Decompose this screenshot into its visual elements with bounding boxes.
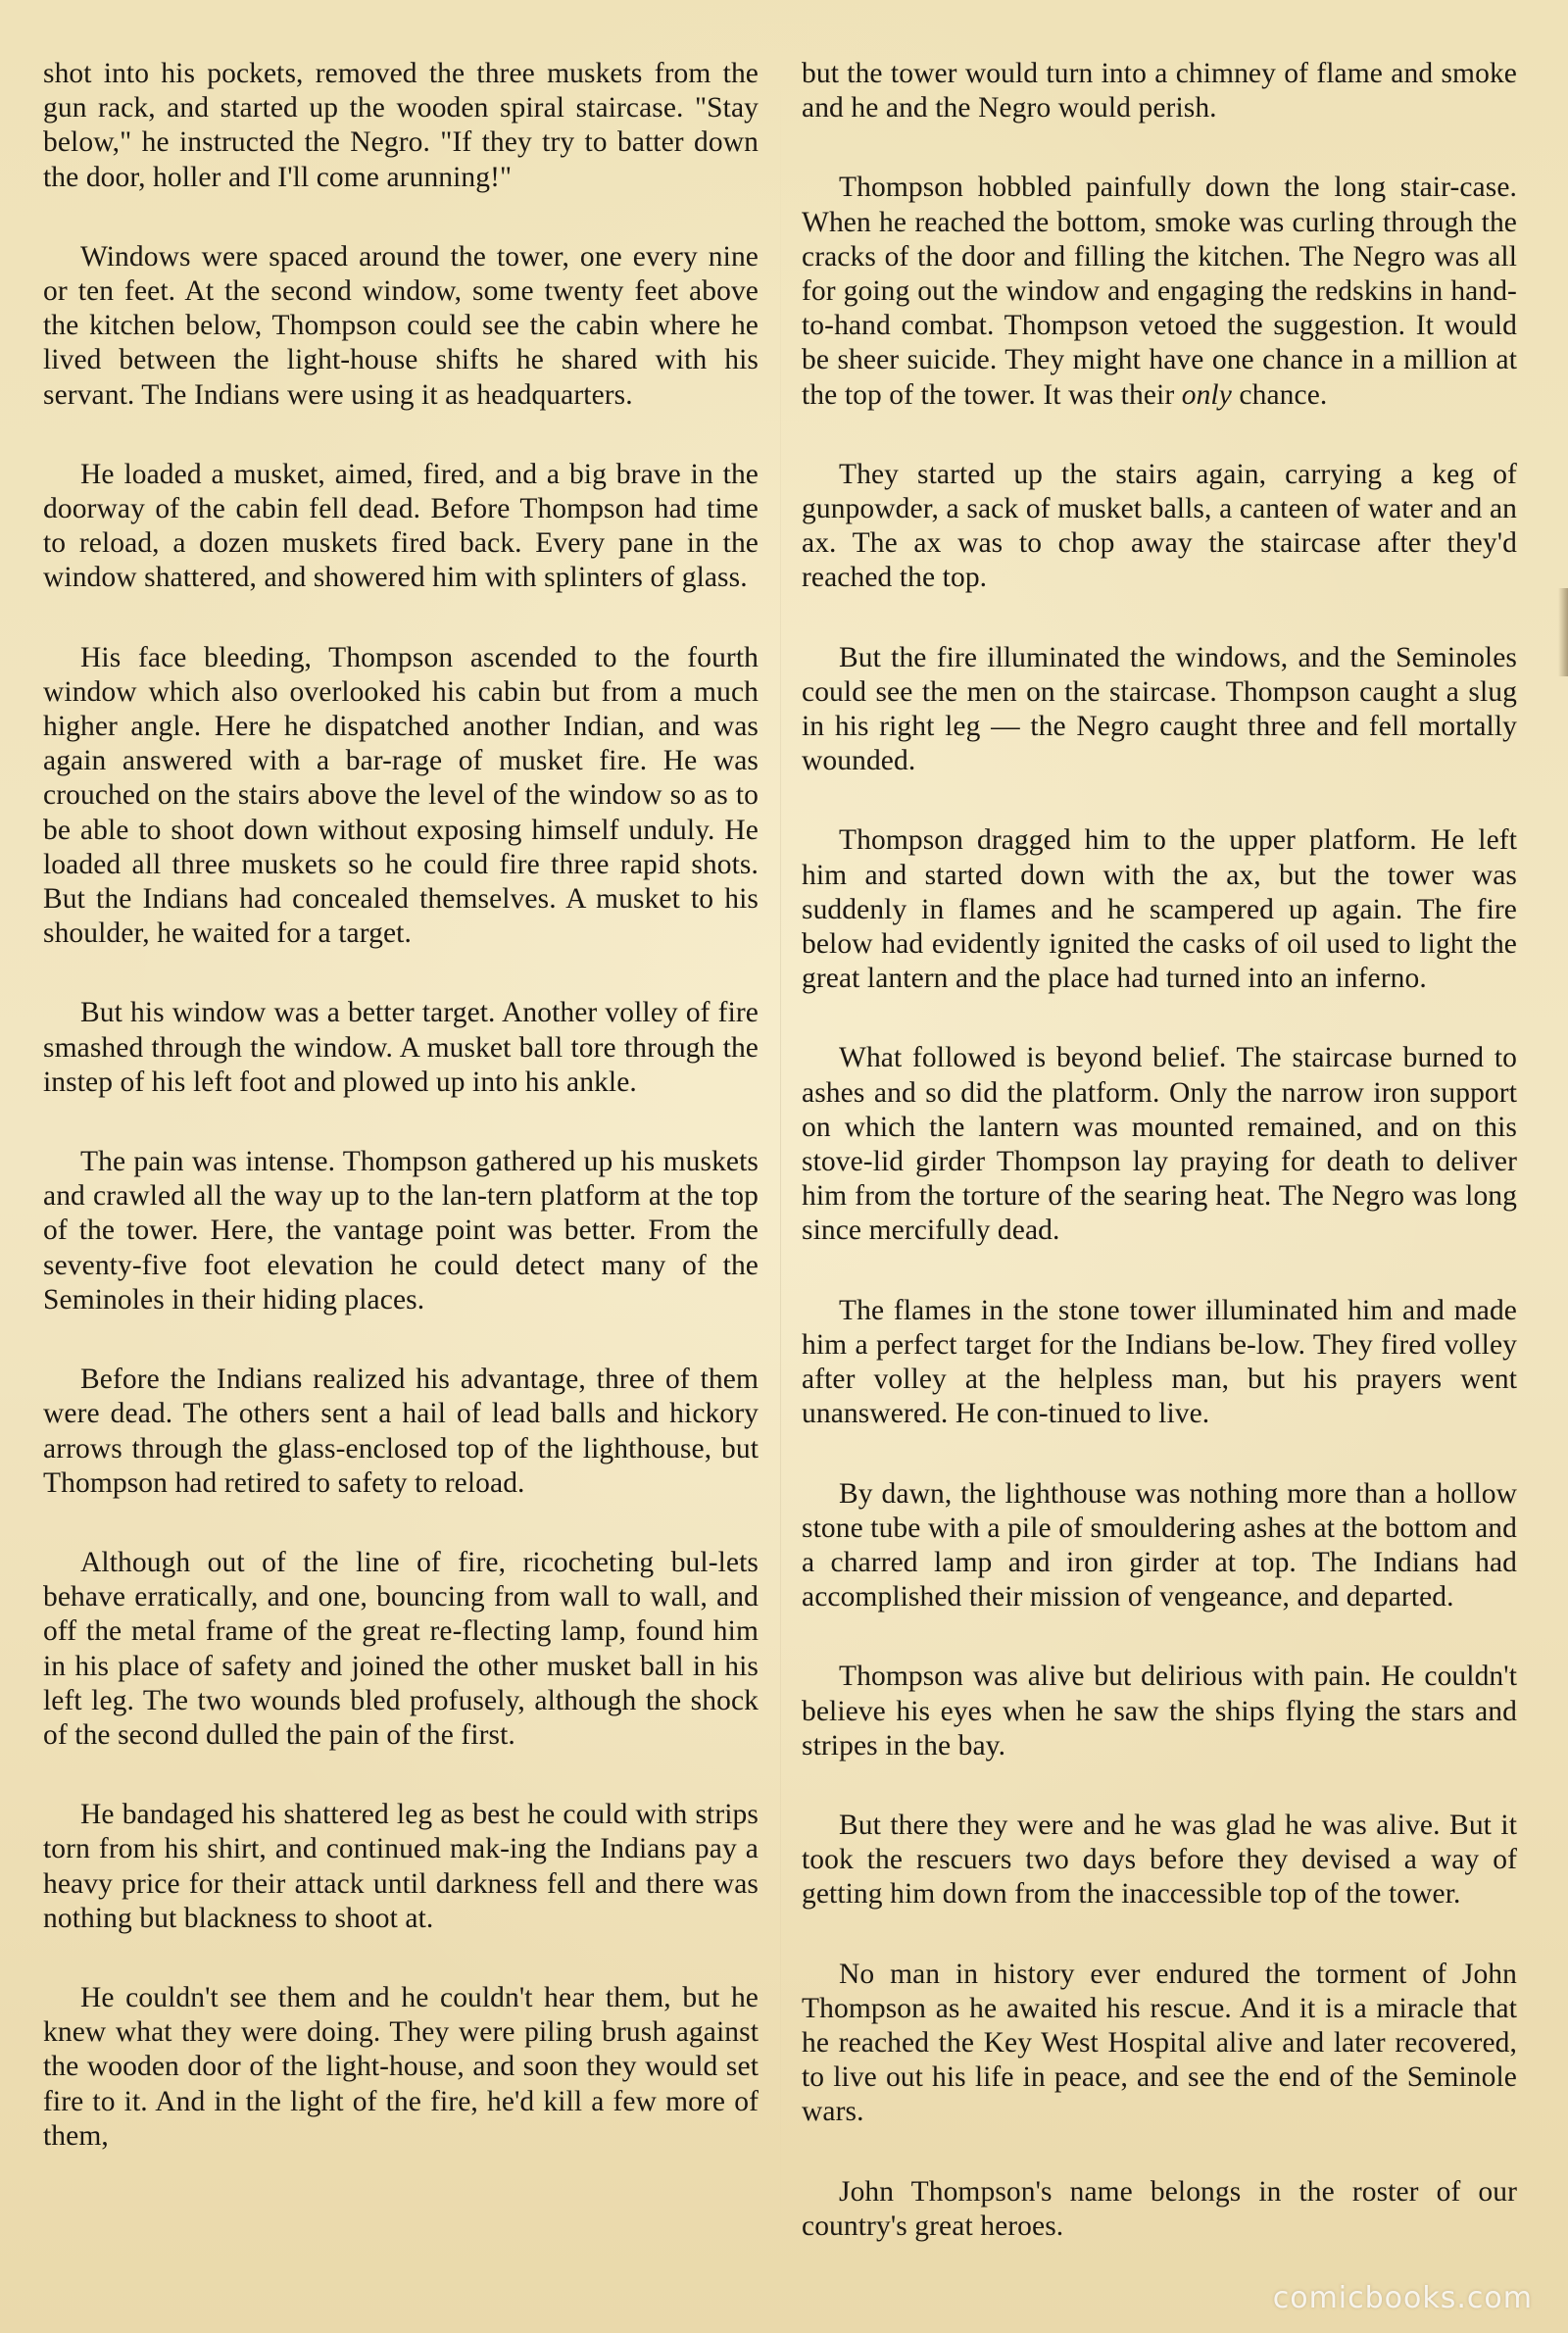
paragraph: But there they were and he was glad he was alive. But it took the rescuers two days before they devised a way of getting him down from the inaccessible top of the tower. bbox=[802, 1809, 1517, 1911]
paragraph: His face bleeding, Thompson ascended to the fourth window which also overlooked his cabin but from a much higher angle. Here he dispatched another Indian, and was again answered with a bar-rage of musket fire. He was crouched on the stairs above the level of the window so as to be able to shoot down without exposing himself unduly. He loaded all three muskets so he could fire three rapid shots. But the Indians had concealed themselves. A musket to his shoulder, he waited for a target. bbox=[43, 641, 759, 950]
emphasis-text: only bbox=[1181, 378, 1232, 411]
paragraph: but the tower would turn into a chimney of flame and smoke and he and the Negro would perish. bbox=[802, 58, 1517, 124]
paragraph-text: chance. bbox=[1231, 378, 1328, 411]
page-edge-mark bbox=[1558, 588, 1568, 676]
paragraph: shot into his pockets, removed the three muskets from the gun rack, and started up the wooden spiral staircase. "Stay below," he instructed the Negro. "If they try to batter down the door, holler and I'll come arunning!" bbox=[43, 58, 759, 193]
paragraph: He couldn't see them and he couldn't hear them, but he knew what they were doing. They were piling brush against the wooden door of the light-house, and soon they would set fire to it. And in the light of the fire, he'd kill a few more of them, bbox=[43, 1981, 759, 2152]
paragraph: The pain was intense. Thompson gathered up his muskets and crawled all the way up to the lan-tern platform at the top of the tower. Here, the vantage point was better. From the seventy-five foot elevation he could detect many of the Seminoles in their hiding places. bbox=[43, 1146, 759, 1315]
paragraph: Before the Indians realized his advantage, three of them were dead. The others sent a hail of lead balls and hickory arrows through the glass-enclosed top of the lighthouse, but Thompson had retired to safety to reload. bbox=[43, 1364, 759, 1499]
paragraph: By dawn, the lighthouse was nothing more than a hollow stone tube with a pile of smouldering ashes at the bottom and a charred lamp and iron girder at top. The Indians had accomplished their mission of vengeance, and departed. bbox=[802, 1477, 1517, 1613]
paragraph: Windows were spaced around the tower, one every nine or ten feet. At the second window, some twenty feet above the kitchen below, Thompson could see the cabin where he lived between the light-house shifts he shared with his servant. The Indians were using it as headquarters. bbox=[43, 240, 759, 411]
paragraph: But the fire illuminated the windows, and the Seminoles could see the men on the staircase. Thompson caught a slug in his right leg — the Negro caught three and fell mortally wounded. bbox=[802, 641, 1517, 777]
paragraph: He bandaged his shattered leg as best he could with strips torn from his shirt, and continued mak-ing the Indians pay a heavy price for their attack until darkness fell and there was nothing but blackness to shoot at. bbox=[43, 1799, 759, 1934]
paragraph: He loaded a musket, aimed, fired, and a big brave in the doorway of the cabin fell dead. Before Thompson had time to reload, a dozen muskets fired back. Every pane in the window shattered, and showered him with splinters of glass. bbox=[43, 458, 759, 594]
paragraph bbox=[802, 171, 1517, 412]
paragraph: No man in history ever endured the torment of John Thompson as he awaited his rescue. And it is a miracle that he reached the Key West Hospital alive and later recovered, to live out his life in peace, and see the end of the Seminole wars. bbox=[802, 1958, 1517, 2128]
paragraph: Thompson dragged him to the upper platform. He left him and started down with the ax, but the tower was suddenly in flames and he scampered up again. The fire below had evidently ignited the casks of oil used to light the great lantern and the place had turned into an inferno. bbox=[802, 824, 1517, 995]
paragraph: John Thompson's name belongs in the roster of our country's great heroes. bbox=[802, 2175, 1517, 2242]
right-column bbox=[802, 57, 1517, 2289]
paragraph: The flames in the stone tower illuminated him and made him a perfect target for the Indians be-low. They fired volley after volley at the helpless man, but his prayers went unanswered. He con-tinued to live. bbox=[802, 1294, 1517, 1430]
paragraph: What followed is beyond belief. The staircase burned to ashes and so did the platform. Only the narrow iron support on which the lantern was mounted remained, and on this stove-lid girder Thompson lay praying for death to deliver him from the torture of the searing heat. The Negro was long since mercifully dead. bbox=[802, 1042, 1517, 1247]
site-watermark: comicbooks.com bbox=[1272, 2281, 1533, 2315]
paragraph: Although out of the line of fire, ricocheting bul-lets behave erratically, and one, bouncing from wall to wall, and off the metal frame of the great re-flecting lamp, found him in his place of safety and joined the other musket ball in his left leg. The two wounds bled profusely, although the shock of the second dulled the pain of the first. bbox=[43, 1546, 759, 1751]
paragraph: Thompson was alive but delirious with pain. He couldn't believe his eyes when he saw the ships flying the stars and stripes in the bay. bbox=[802, 1661, 1517, 1762]
paragraph-text: Thompson hobbled painfully down the long stair-case. When he reached the bottom, smoke was curling through the cracks of the door and filling the kitchen. The Negro was all for going out the window and engaging the redskins in hand-to-hand combat. Thompson vetoed the suggestion. It would be sheer suicide. They might have one chance in a million at the top of the tower. It was their bbox=[802, 172, 1517, 411]
paragraph: They started up the stairs again, carrying a keg of gunpowder, a sack of musket balls, a canteen of water and an ax. The ax was to chop away the staircase after they'd reached the top. bbox=[802, 458, 1517, 594]
left-column bbox=[43, 57, 759, 2199]
column-gutter bbox=[780, 59, 781, 2245]
paragraph: But his window was a better target. Another volley of fire smashed through the window. A musket ball tore through the instep of his left foot and plowed up into his ankle. bbox=[43, 997, 759, 1098]
